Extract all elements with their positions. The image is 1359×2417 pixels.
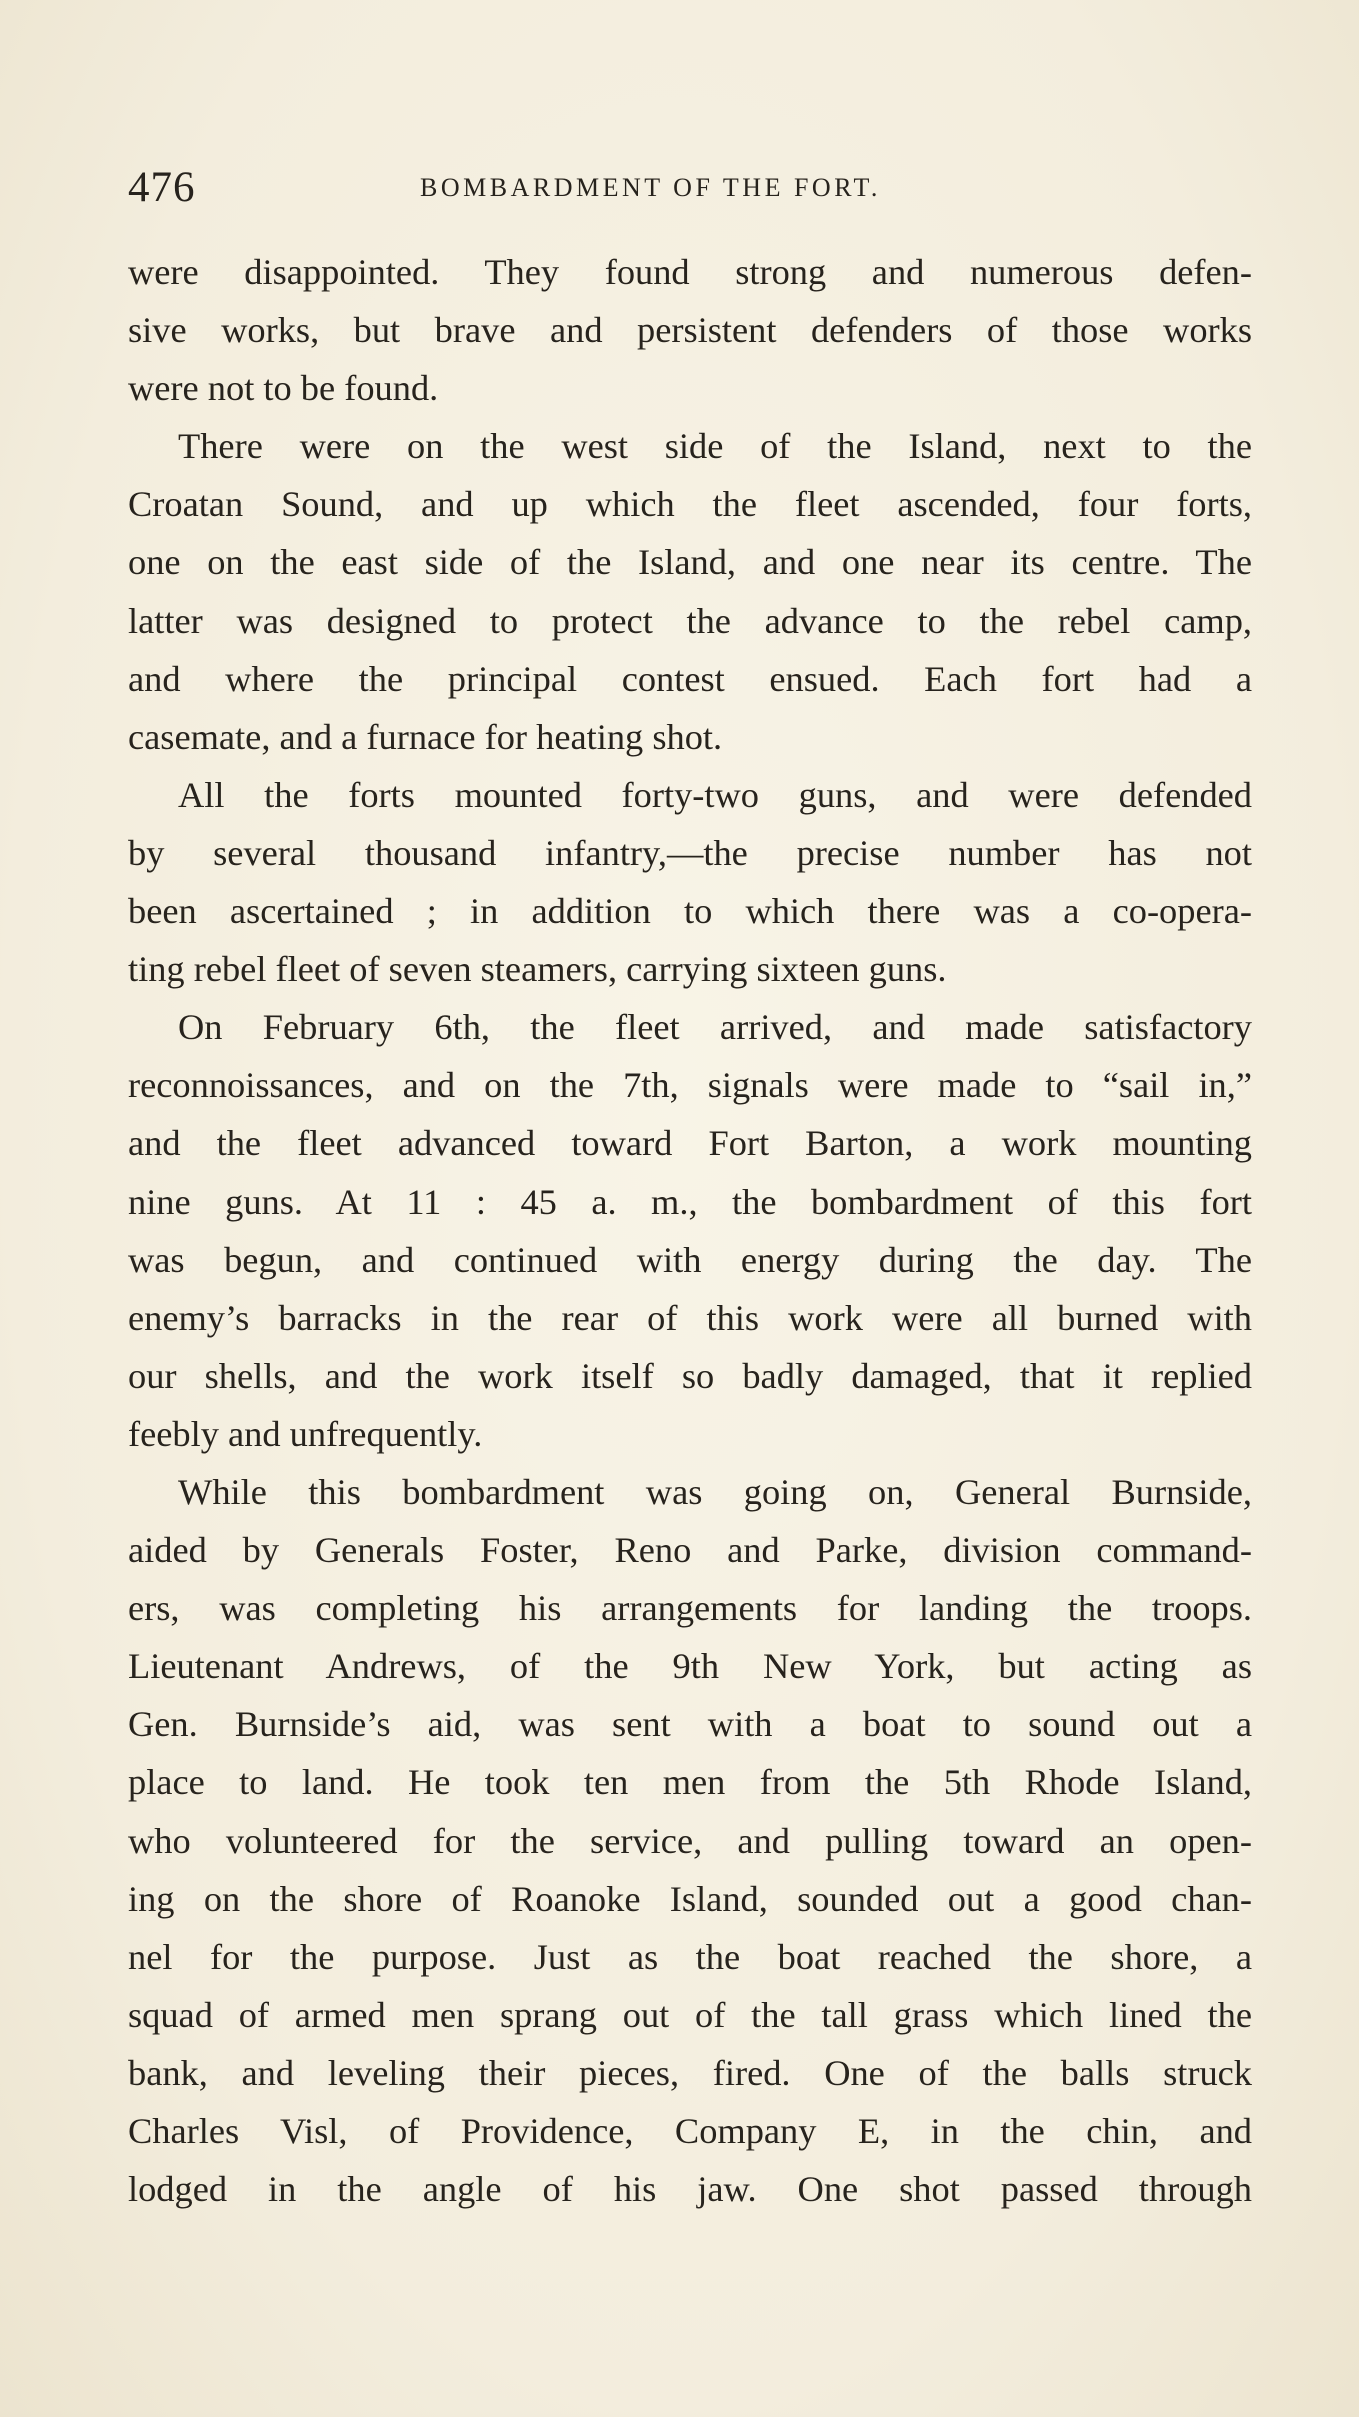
text-line: who volunteered for the service, and pulling toward an open- xyxy=(128,1820,1252,1861)
text-line: were not to be found. xyxy=(128,368,439,409)
text-line: and the fleet advanced toward Fort Barton, a work mounting xyxy=(128,1123,1252,1164)
text-line: been ascertained ; in addition to which there was a co-opera- xyxy=(128,891,1252,932)
text-line: ers, was completing his arrangements for landing the troops. xyxy=(128,1588,1252,1629)
text-line: Croatan Sound, and up which the fleet ascended, four forts, xyxy=(128,484,1252,525)
text-line: aided by Generals Foster, Reno and Parke, division command- xyxy=(128,1530,1252,1571)
text-line: our shells, and the work itself so badly damaged, that it replied xyxy=(128,1355,1252,1396)
text-line: All the forts mounted forty-two guns, and were defended xyxy=(178,774,1252,815)
text-line: Charles Visl, of Providence, Company E, in the chin, and xyxy=(128,2111,1252,2151)
text-line: nel for the purpose. Just as the boat reached the shore, a xyxy=(128,1936,1252,1977)
text-line: was begun, and continued with energy during the day. The xyxy=(128,1239,1252,1280)
text-line: Gen. Burnside’s aid, was sent with a boat to sound out a xyxy=(128,1704,1252,1745)
text-line: and where the principal contest ensued. Each fort had a xyxy=(128,658,1252,699)
text-line: enemy’s barracks in the rear of this work were all burned with xyxy=(128,1297,1252,1338)
text-line: one on the east side of the Island, and one near its centre. The xyxy=(128,542,1252,583)
text-line: lodged in the angle of his jaw. One shot passed through xyxy=(128,2169,1252,2210)
text-line: feebly and unfrequently. xyxy=(128,1413,483,1454)
running-title: BOMBARDMENT OF THE FORT. xyxy=(420,173,881,202)
running-head xyxy=(128,160,1268,216)
page-number: 476 xyxy=(128,164,196,211)
text-line: latter was designed to protect the advance to the rebel camp, xyxy=(128,600,1252,641)
text-line: On February 6th, the fleet arrived, and made satisfactory xyxy=(178,1007,1252,1048)
text-line: place to land. He took ten men from the 5th Rhode Island, xyxy=(128,1762,1252,1803)
text-line: by several thousand infantry,—the precise number has not xyxy=(128,832,1252,873)
text-line: reconnoissances, and on the 7th, signals were made to “sail in,” xyxy=(128,1065,1252,1106)
text-line: ing on the shore of Roanoke Island, sounded out a good chan- xyxy=(128,1878,1252,1919)
text-line: While this bombardment was going on, General Burnside, xyxy=(178,1471,1252,1512)
text-line: bank, and leveling their pieces, fired. One of the balls struck xyxy=(128,2052,1252,2093)
text-line: nine guns. At 11 : 45 a. m., the bombardment of this fort xyxy=(128,1181,1252,1222)
body-text xyxy=(128,243,1252,2218)
text-line: were disappointed. They found strong and numerous defen- xyxy=(128,252,1252,292)
text-line: There were on the west side of the Island, next to the xyxy=(178,426,1252,467)
text-line: squad of armed men sprang out of the tall grass which lined the xyxy=(128,1994,1252,2035)
text-line: ting rebel fleet of seven steamers, carrying sixteen guns. xyxy=(128,949,947,990)
text-line: sive works, but brave and persistent defenders of those works xyxy=(128,310,1252,351)
text-line: Lieutenant Andrews, of the 9th New York, but acting as xyxy=(128,1646,1252,1687)
text-line: casemate, and a furnace for heating shot. xyxy=(128,716,723,757)
